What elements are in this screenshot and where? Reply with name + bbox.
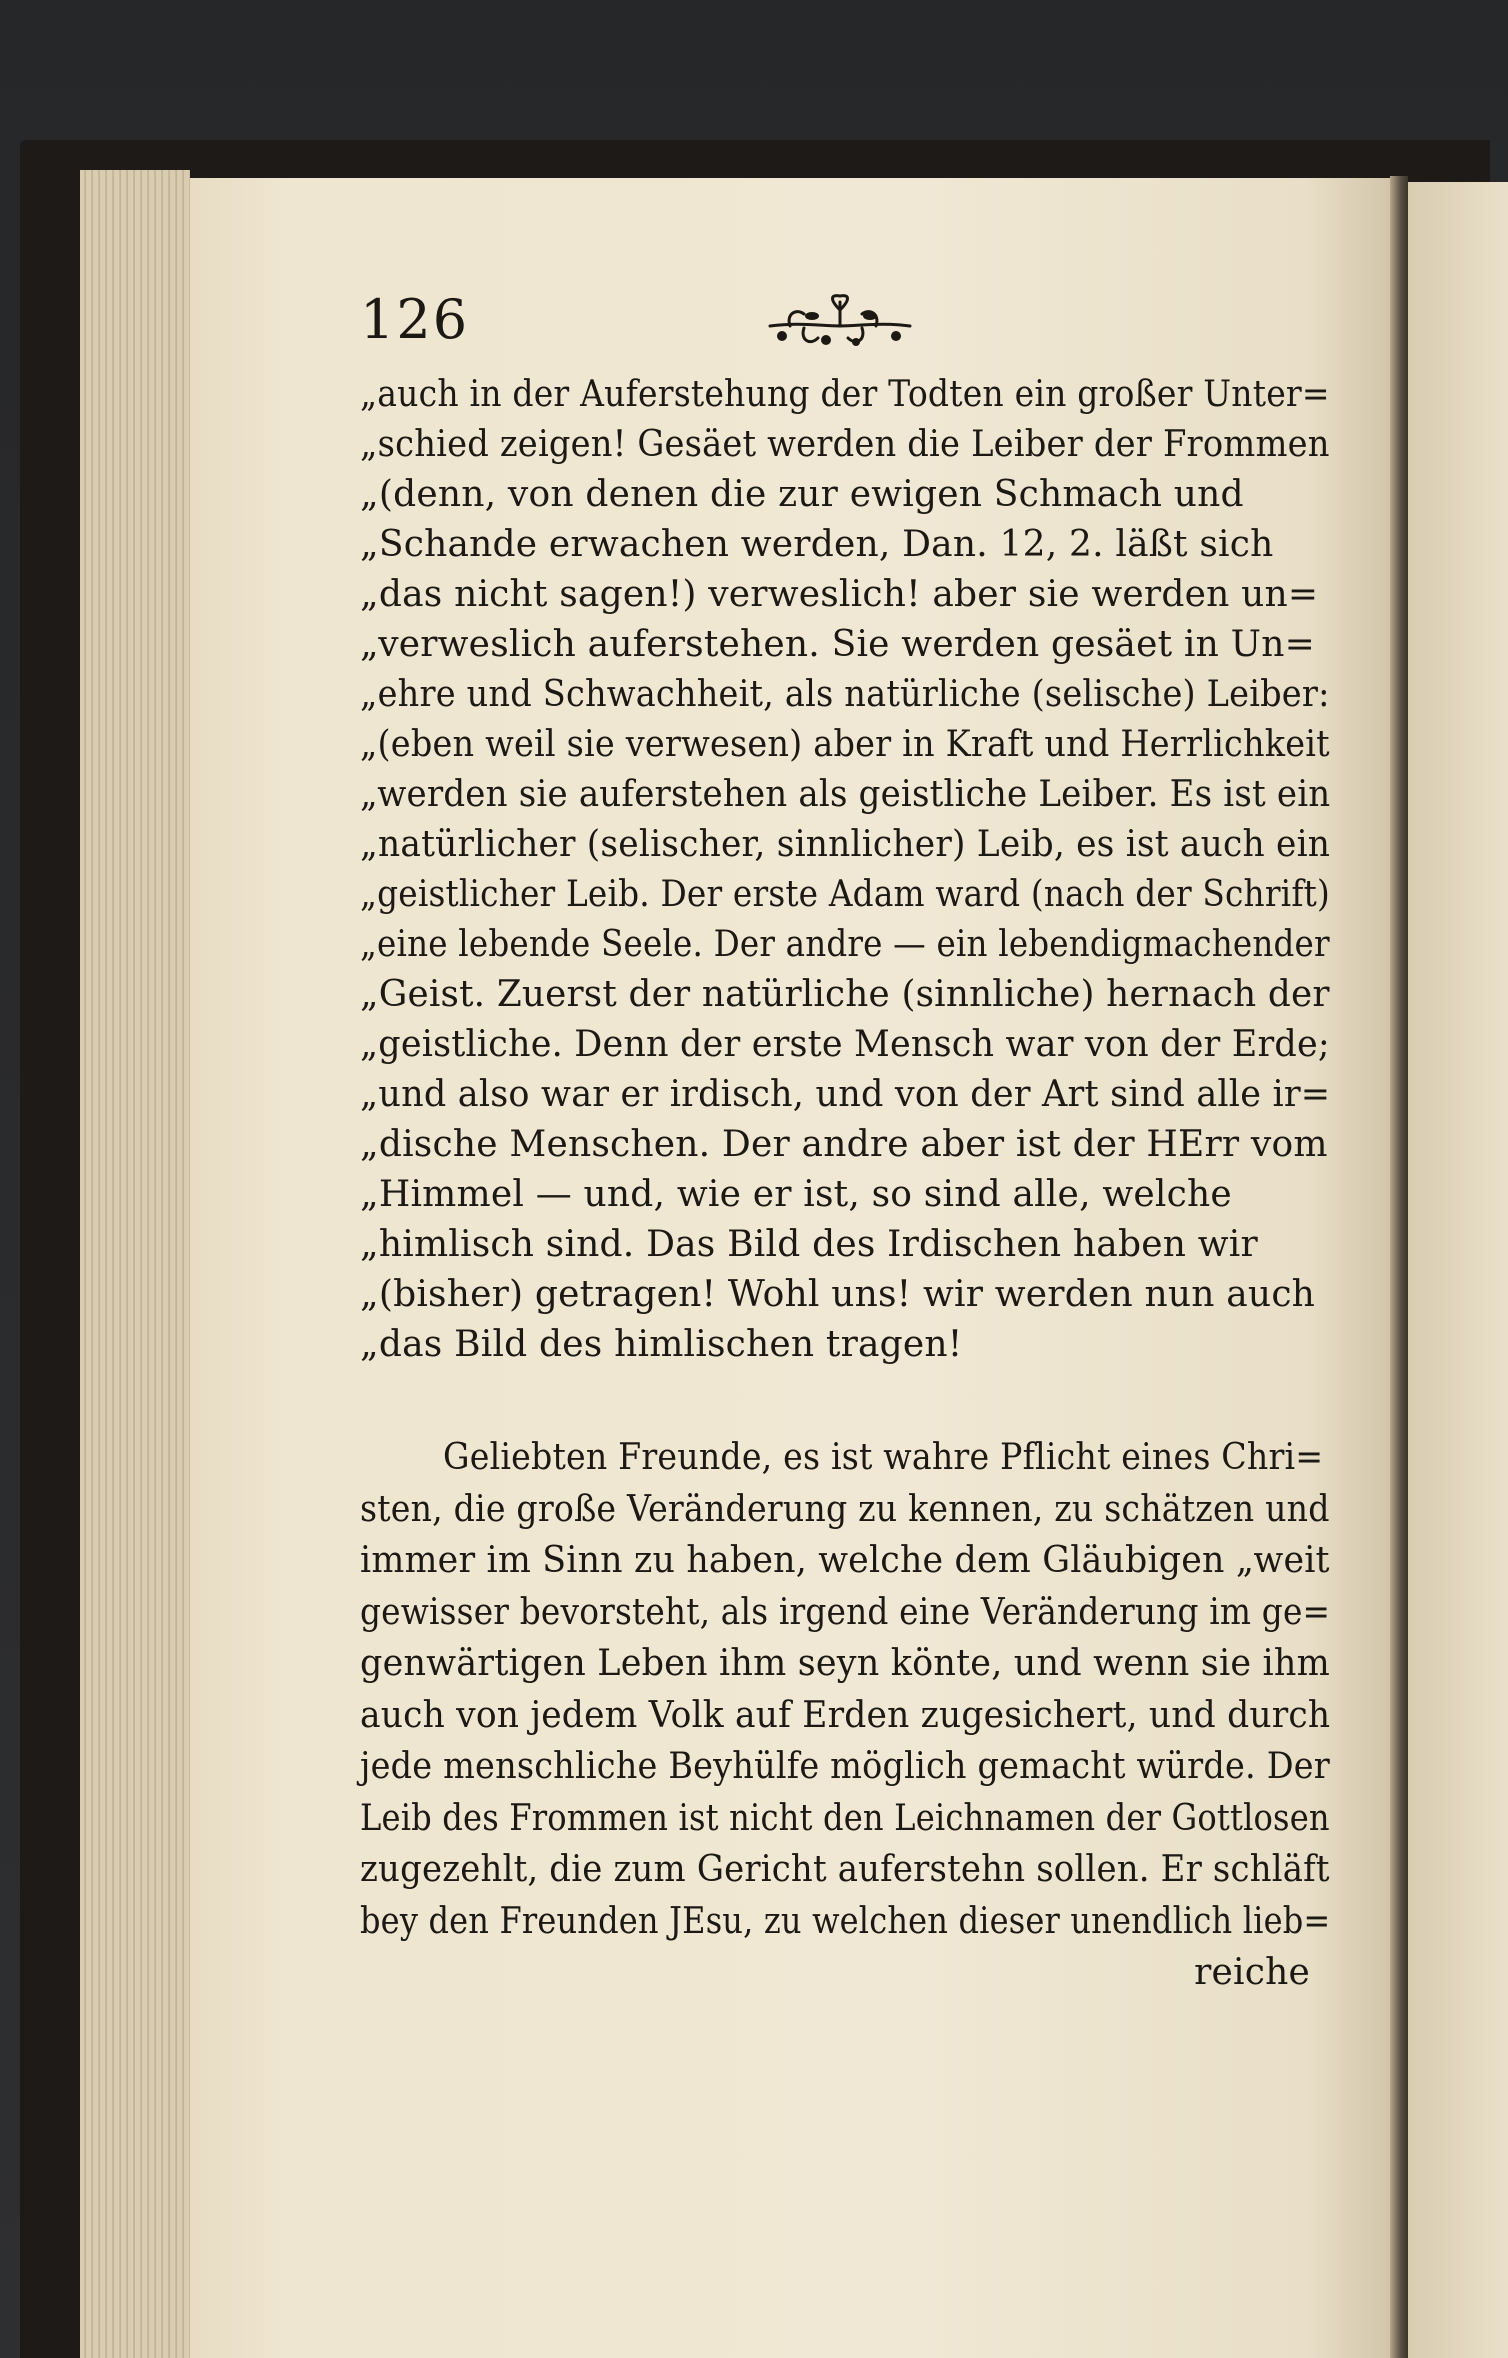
text-line: „verweslich auferstehen. Sie werden gesäet in Un=	[360, 624, 1315, 665]
text-line: „Himmel — und, wie er ist, so sind alle, welche	[360, 1174, 1232, 1215]
floral-ornament-icon	[760, 292, 920, 356]
text-line: „natürlicher (selischer, sinnlicher) Leib, es ist auch ein	[360, 824, 1331, 865]
text-line: „eine lebende Seele. Der andre — ein lebendigmachender	[360, 924, 1330, 965]
text-line: immer im Sinn zu haben, welche dem Gläubigen „weit	[360, 1540, 1330, 1581]
text-line: jede menschliche Beyhülfe möglich gemacht würde. Der	[360, 1746, 1330, 1787]
text-line: „Schande erwachen werden, Dan. 12, 2. läßt sich	[360, 524, 1274, 565]
text-line: „das Bild des himlischen tragen!	[360, 1324, 963, 1365]
page-number: 126	[360, 288, 470, 351]
text-line: „himlisch sind. Das Bild des Irdischen haben wir	[360, 1224, 1258, 1265]
text-line: auch von jedem Volk auf Erden zugesichert, und durch	[360, 1694, 1331, 1736]
text-line: Geliebten Freunde, es ist wahre Pflicht eines Chri=	[443, 1437, 1324, 1478]
text-line: „(eben weil sie verwesen) aber in Kraft und Herrlichkeit	[360, 724, 1330, 765]
book-gutter	[1390, 176, 1408, 2358]
text-line: „dische Menschen. Der andre aber ist der HErr vom	[360, 1124, 1328, 1165]
catchword: reiche	[1194, 1952, 1310, 1993]
text-line: „(bisher) getragen! Wohl uns! wir werden nun auch	[360, 1274, 1316, 1315]
next-page-edge	[1408, 182, 1508, 2358]
text-line: „geistliche. Denn der erste Mensch war von der Erde;	[360, 1024, 1330, 1065]
text-line: „werden sie auferstehen als geistliche Leiber. Es ist ein	[360, 774, 1331, 815]
text-line: „geistlicher Leib. Der erste Adam ward (nach der Schrift)	[360, 874, 1330, 915]
text-line: „ehre und Schwachheit, als natürliche (selische) Leiber:	[360, 674, 1330, 715]
quote-paragraph	[360, 370, 1330, 1370]
main-paragraph	[360, 1432, 1330, 1999]
text-line: „schied zeigen! Gesäet werden die Leiber der Frommen	[360, 424, 1330, 465]
page-header	[360, 290, 1330, 370]
text-line: Leib des Frommen ist nicht den Leichnamen der Gottlosen	[360, 1797, 1330, 1839]
text-line: sten, die große Veränderung zu kennen, zu schätzen und	[360, 1488, 1330, 1530]
text-line: „Geist. Zuerst der natürliche (sinnliche) hernach der	[360, 974, 1330, 1015]
text-line: „(denn, von denen die zur ewigen Schmach und	[360, 474, 1244, 515]
text-line: „und also war er irdisch, und von der Art sind alle ir=	[360, 1074, 1331, 1115]
page-text	[360, 290, 1330, 1999]
text-line: „auch in der Auferstehung der Todten ein großer Unter=	[360, 374, 1330, 415]
text-line: bey den Freunden JEsu, zu welchen dieser unendlich lieb=	[360, 1900, 1331, 1942]
page-edges	[80, 170, 190, 2358]
text-line: zugezehlt, die zum Gericht auferstehn sollen. Er schläft	[360, 1849, 1330, 1890]
text-line: gewisser bevorsteht, als irgend eine Veränderung im ge=	[360, 1591, 1331, 1633]
text-line: „das nicht sagen!) verweslich! aber sie werden un=	[360, 574, 1319, 615]
text-line: genwärtigen Leben ihm seyn könte, und wenn sie ihm	[360, 1643, 1330, 1684]
